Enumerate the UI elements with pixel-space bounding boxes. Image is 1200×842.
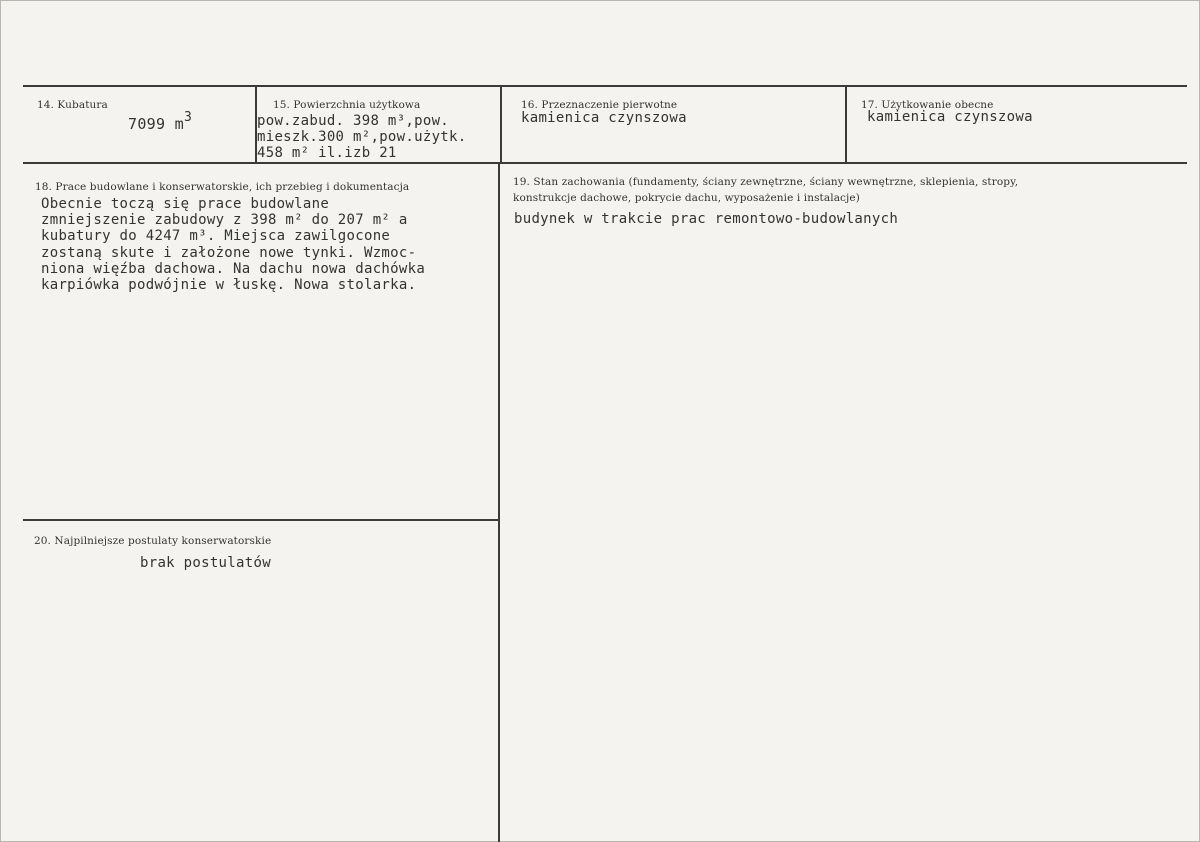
divider-16-17: [845, 86, 847, 163]
row1-bottom-rule: [23, 162, 1187, 164]
section-15-label: 15. Powierzchnia użytkowa: [273, 99, 421, 111]
cubature-value: 7099 m: [128, 115, 184, 133]
section-17-value: kamienica czynszowa: [867, 109, 1033, 125]
divider-left-right: [498, 163, 500, 842]
works-line: Obecnie toczą się prace budowlane: [41, 196, 330, 212]
section-20-label: 20. Najpilniejsze postulaty konserwatorskie: [34, 535, 272, 547]
section-19-value: budynek w trakcie prac remontowo-budowlanych: [514, 211, 899, 227]
section-17-label: 17. Użytkowanie obecne: [861, 99, 994, 111]
section-14-label: 14. Kubatura: [37, 99, 108, 111]
section-15-value: [257, 113, 467, 162]
usable-area-line: mieszk.300 m²,pow.użytk.: [257, 129, 467, 146]
section-14-value: [128, 110, 193, 133]
section-18-label: 18. Prace budowlane i konserwatorskie, ich przebieg i dokumentacja: [35, 181, 410, 193]
works-line: zmniejszenie zabudowy z 398 m² do 207 m² a: [41, 212, 408, 229]
cubature-unit-sup: 3: [184, 110, 193, 125]
section-19-label-line-1: 19. Stan zachowania (fundamenty, ściany zewnętrzne, ściany wewnętrzne, sklepienia, stropy,: [513, 176, 1019, 188]
works-line: kubatury do 4247 m³. Miejsca zawilgocone: [41, 228, 391, 245]
usable-area-line: 458 m² il.izb 21: [257, 145, 397, 162]
divider-15-16: [500, 86, 502, 163]
usable-area-line: pow.zabud. 398 m³,pow.: [257, 113, 450, 129]
section-18-value: [41, 196, 425, 293]
top-rule: [23, 85, 1187, 87]
section-19-label-line-2: konstrukcje dachowe, pokrycie dachu, wyposażenie i instalacje): [513, 192, 860, 204]
works-line: zostaną skute i założone nowe tynki. Wzmoc-: [41, 244, 417, 261]
section-20-value: brak postulatów: [140, 555, 271, 571]
section-16-label: 16. Przeznaczenie pierwotne: [521, 99, 678, 111]
section-16-value: kamienica czynszowa: [521, 110, 687, 126]
section18-bottom-rule: [23, 519, 499, 521]
works-line: karpiówka podwójnie w łuskę. Nowa stolarka.: [41, 277, 417, 294]
works-line: niona więźba dachowa. Na dachu nowa dachówka: [41, 260, 426, 277]
